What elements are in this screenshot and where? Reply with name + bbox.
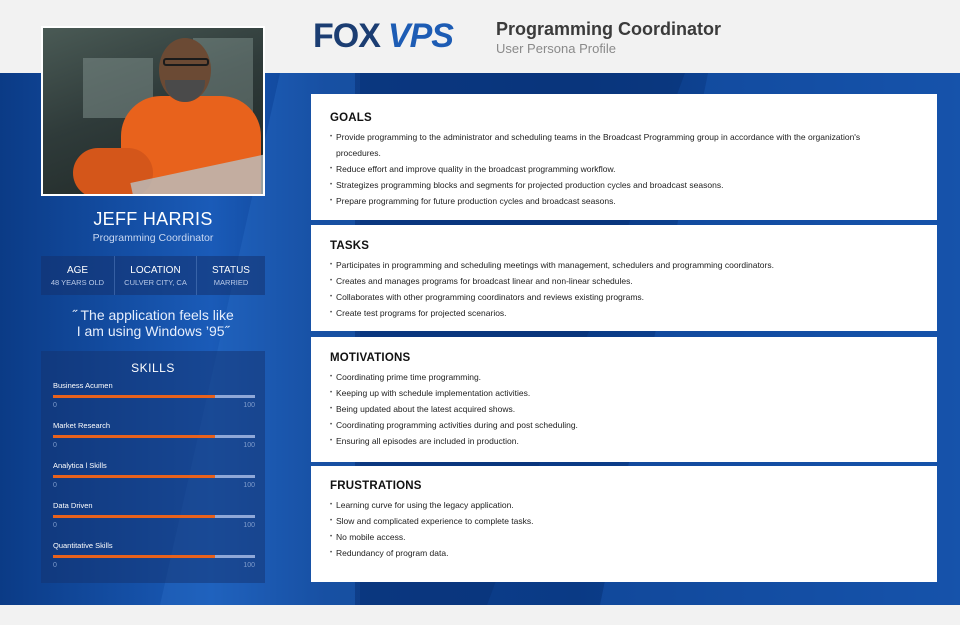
skill-min: 0 bbox=[53, 442, 57, 449]
skill-track bbox=[53, 555, 255, 558]
skill-range bbox=[53, 402, 255, 409]
logo-vps-text: VPS bbox=[387, 16, 453, 55]
skill-track bbox=[53, 475, 255, 478]
list-item: • Ensuring all episodes are included in production. bbox=[330, 433, 919, 449]
skill-range bbox=[53, 522, 255, 529]
skill-name: Quantitative Skills bbox=[53, 541, 113, 550]
skill-max: 100 bbox=[243, 482, 255, 489]
skill-fill bbox=[53, 435, 215, 438]
skill-name: Market Research bbox=[53, 421, 111, 430]
motivations-title: MOTIVATIONS bbox=[330, 352, 411, 364]
list-item: • Being updated about the latest acquired shows. bbox=[330, 401, 919, 417]
skill-bar bbox=[53, 381, 255, 409]
skill-track bbox=[53, 515, 255, 518]
skill-fill bbox=[53, 515, 215, 518]
quote-line: I am using Windows ’95˝ bbox=[76, 323, 230, 339]
persona-stats bbox=[41, 256, 265, 295]
stat-value: MARRIED bbox=[213, 278, 249, 287]
page-subtitle: User Persona Profile bbox=[496, 41, 616, 56]
stat-location bbox=[115, 256, 197, 295]
list-item: • Learning curve for using the legacy application. bbox=[330, 497, 919, 513]
list-item: • Create test programs for projected scenarios. bbox=[330, 305, 919, 321]
skill-max: 100 bbox=[243, 562, 255, 569]
list-item: • Coordinating programming activities during and post scheduling. bbox=[330, 417, 919, 433]
photo-figure bbox=[163, 58, 209, 66]
stat-status bbox=[197, 256, 265, 295]
skills-title: SKILLS bbox=[131, 361, 175, 375]
skill-name: Analytica l Skills bbox=[53, 461, 107, 470]
skill-fill bbox=[53, 475, 215, 478]
skill-bar bbox=[53, 541, 255, 569]
list-item: • Creates and manages programs for broadcast linear and non-linear schedules. bbox=[330, 273, 919, 289]
company-logo bbox=[313, 18, 453, 54]
skill-range bbox=[53, 482, 255, 489]
skill-bar bbox=[53, 461, 255, 489]
goals-title: GOALS bbox=[330, 112, 372, 124]
persona-quote bbox=[41, 307, 265, 339]
frustrations-title: FRUSTRATIONS bbox=[330, 480, 422, 492]
quote-line: ˝ The application feels like bbox=[72, 307, 234, 323]
list-item: • Redundancy of program data. bbox=[330, 545, 919, 561]
tasks-list bbox=[330, 257, 919, 321]
stat-label: AGE bbox=[66, 265, 89, 276]
skill-track bbox=[53, 435, 255, 438]
footer-band bbox=[0, 605, 960, 625]
list-item: • Provide programming to the administrator and scheduling teams in the Broadcast Programming group in accordance with the organization's procedures. bbox=[330, 129, 919, 161]
page-title: Programming Coordinator bbox=[496, 19, 722, 39]
list-item: • Coordinating prime time programming. bbox=[330, 369, 919, 385]
list-item: • Prepare programming for future production cycles and broadcast seasons. bbox=[330, 193, 919, 209]
skill-range bbox=[53, 442, 255, 449]
stat-label: LOCATION bbox=[130, 265, 181, 276]
goals-list bbox=[330, 129, 919, 209]
tasks-title: TASKS bbox=[330, 240, 370, 252]
skill-fill bbox=[53, 555, 215, 558]
skill-fill bbox=[53, 395, 215, 398]
skill-max: 100 bbox=[243, 402, 255, 409]
persona-photo bbox=[41, 26, 265, 196]
list-item: • No mobile access. bbox=[330, 529, 919, 545]
list-item: • Participates in programming and scheduling meetings with management, schedulers and programming coordinators. bbox=[330, 257, 919, 273]
stat-age bbox=[41, 256, 115, 295]
list-item: • Reduce effort and improve quality in the broadcast programming workflow. bbox=[330, 161, 919, 177]
skill-name: Business Acumen bbox=[53, 381, 113, 390]
stat-value: 48 YEARS OLD bbox=[50, 278, 105, 287]
skill-name: Data Driven bbox=[53, 501, 93, 510]
skill-max: 100 bbox=[243, 522, 255, 529]
stat-value: CULVER CITY, CA bbox=[124, 278, 187, 287]
skills-panel bbox=[41, 351, 265, 583]
goals-card bbox=[311, 94, 937, 220]
logo-fox-text: FOX bbox=[313, 16, 380, 55]
stat-label: STATUS bbox=[212, 265, 250, 276]
list-item: • Strategizes programming blocks and segments for projected production cycles and broadcast seasons. bbox=[330, 177, 919, 193]
persona-role: Programming Coordinator bbox=[92, 232, 214, 244]
skill-bar bbox=[53, 501, 255, 529]
skill-min: 0 bbox=[53, 562, 57, 569]
persona-name: JEFF HARRIS bbox=[93, 209, 213, 229]
frustrations-card bbox=[311, 466, 937, 582]
list-item: • Keeping up with schedule implementation activities. bbox=[330, 385, 919, 401]
motivations-card bbox=[311, 337, 937, 462]
tasks-card bbox=[311, 225, 937, 331]
frustrations-list bbox=[330, 497, 919, 561]
skill-bar bbox=[53, 421, 255, 449]
skill-range bbox=[53, 562, 255, 569]
list-item: • Collaborates with other programming coordinators and reviews existing programs. bbox=[330, 289, 919, 305]
skill-max: 100 bbox=[243, 442, 255, 449]
skill-min: 0 bbox=[53, 402, 57, 409]
skill-min: 0 bbox=[53, 482, 57, 489]
skill-min: 0 bbox=[53, 522, 57, 529]
skill-track bbox=[53, 395, 255, 398]
motivations-list bbox=[330, 369, 919, 449]
list-item: • Slow and complicated experience to complete tasks. bbox=[330, 513, 919, 529]
